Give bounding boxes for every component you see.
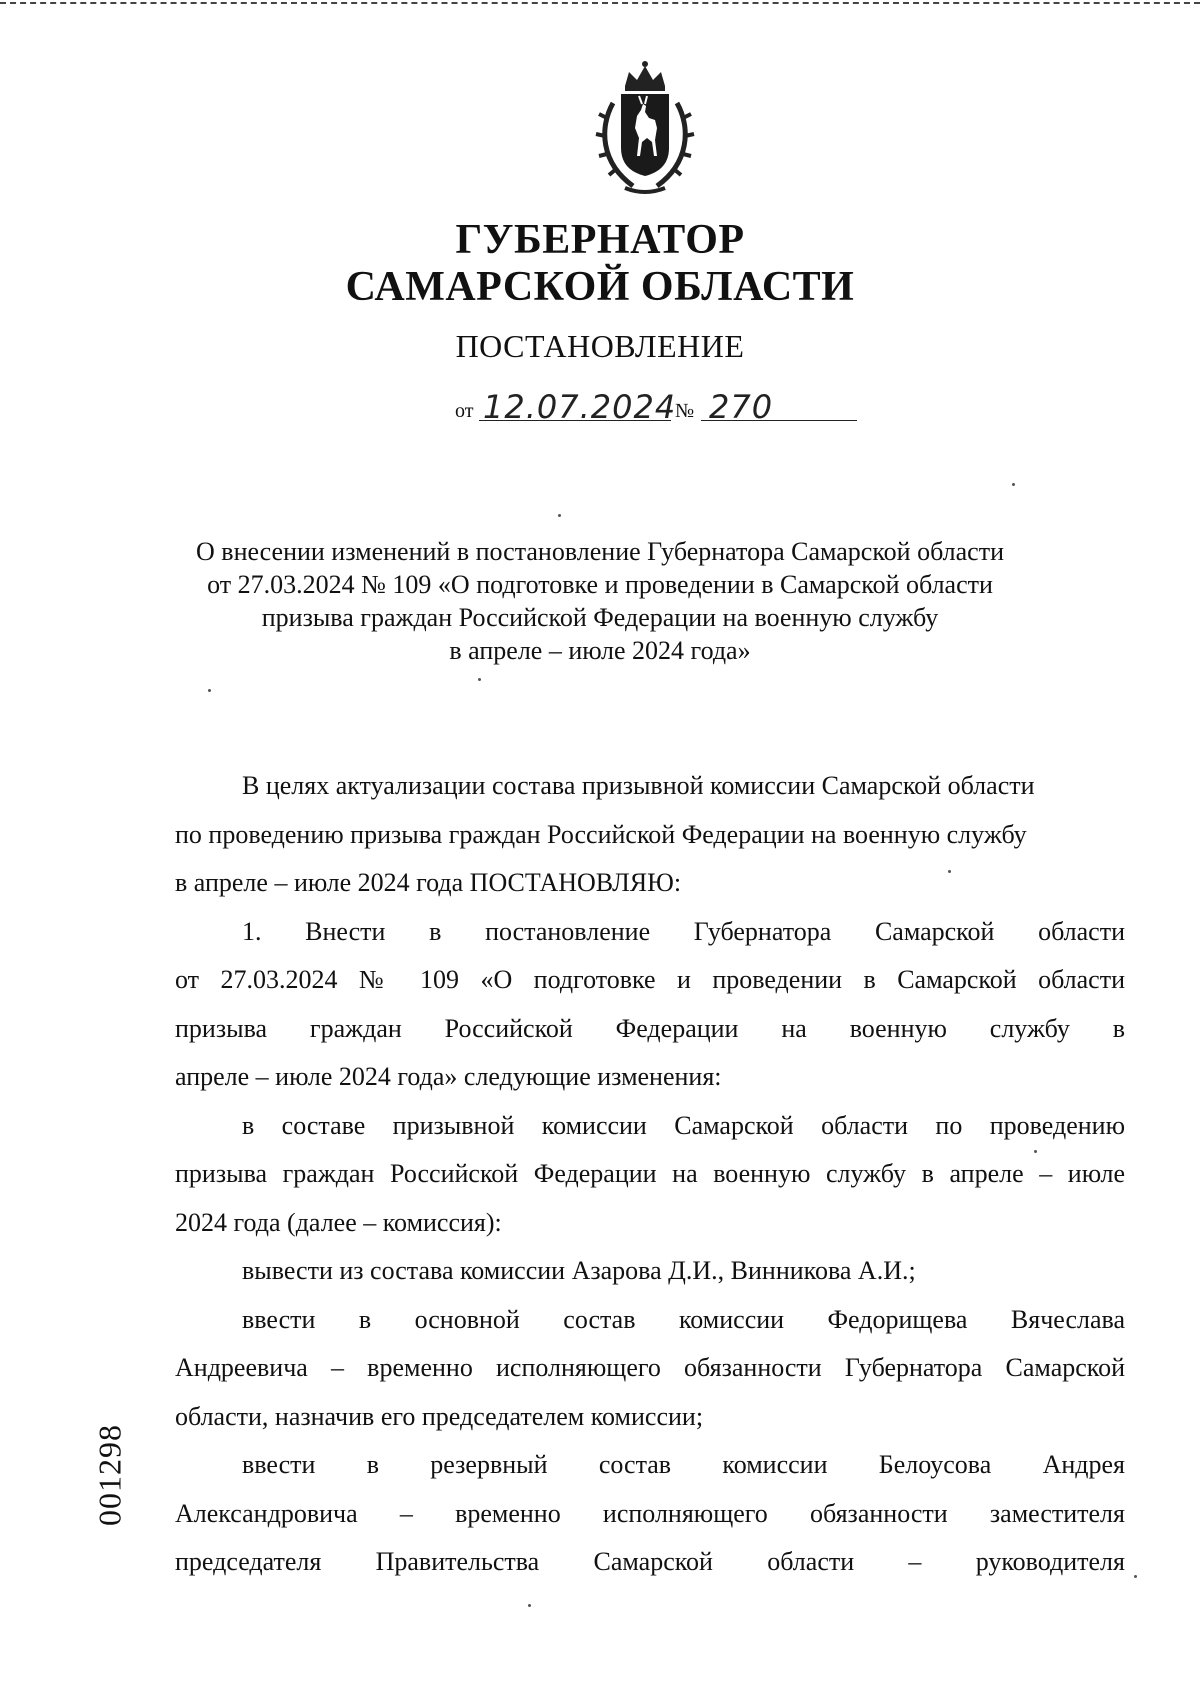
body-line: Александровича – временно исполняющего обязанности заместителя (175, 1498, 1125, 1528)
scan-speck (948, 870, 951, 873)
number-underline (701, 420, 857, 421)
body-line: апреле – июле 2024 года» следующие изменения: (175, 1062, 722, 1091)
document-body (175, 762, 1125, 1587)
handwritten-number: 270 (709, 388, 774, 426)
side-number-text: 001298 (91, 1424, 128, 1526)
body-line: в составе призывной комиссии Самарской области по проведению (242, 1110, 1125, 1140)
body-line: вывести из состава комиссии Азарова Д.И., Винникова А.И.; (242, 1256, 916, 1285)
body-line: ввести в основной состав комиссии Федорищева Вячеслава (242, 1304, 1125, 1334)
side-registration-number (91, 1424, 128, 1526)
body-line: призыва граждан Российской Федерации на военную службу в (175, 1013, 1125, 1043)
date-underline (479, 420, 671, 421)
body-line: В целях актуализации состава призывной комиссии Самарской области (242, 771, 1035, 800)
issuer-title-line1: ГУБЕРНАТОР (455, 217, 745, 263)
scan-speck (558, 514, 561, 517)
body-line: в апреле – июле 2024 года ПОСТАНОВЛЯЮ: (175, 868, 682, 897)
scan-speck (528, 1604, 531, 1607)
scan-speck (1134, 1575, 1137, 1578)
samara-coat-of-arms-icon (585, 58, 705, 198)
issuer-title-line2: САМАРСКОЙ ОБЛАСТИ (345, 264, 855, 310)
scan-speck (478, 678, 481, 681)
subject-line: призыва граждан Российской Федерации на военную службу (261, 603, 939, 632)
subject-line: в апреле – июле 2024 года» (449, 636, 751, 665)
body-line: призыва граждан Российской Федерации на военную службу в апреле – июле (175, 1159, 1125, 1188)
document-subject (130, 535, 1070, 667)
date-number-line (455, 388, 855, 428)
body-line: 1. Внести в постановление Губернатора Самарской области (242, 916, 1125, 946)
from-label: от (455, 400, 474, 422)
scan-speck (208, 689, 211, 692)
document-type: ПОСТАНОВЛЕНИЕ (455, 328, 745, 364)
body-line: Андреевича – временно исполняющего обязанности Губернатора Самарской (175, 1353, 1125, 1382)
body-line: от 27.03.2024 № 109 «О подготовке и проведении в Самарской области (175, 965, 1125, 994)
number-label: № (675, 400, 695, 422)
body-line: 2024 года (далее – комиссия): (175, 1207, 502, 1237)
body-line: области, назначив его председателем комиссии; (175, 1401, 704, 1431)
scan-speck (1034, 1150, 1037, 1153)
top-border (0, 2, 1200, 4)
body-line: председателя Правительства Самарской области – руководителя (175, 1547, 1125, 1576)
body-line: ввести в резервный состав комиссии Белоусова Андрея (242, 1450, 1125, 1479)
handwritten-date: 12.07.2024 (483, 388, 677, 426)
scan-speck (1012, 483, 1015, 486)
subject-line: от 27.03.2024 № 109 «О подготовке и проведении в Самарской области (207, 570, 993, 599)
subject-line: О внесении изменений в постановление Губернатора Самарской области (196, 537, 1004, 566)
body-line: по проведению призыва граждан Российской Федерации на военную службу (175, 819, 1027, 849)
